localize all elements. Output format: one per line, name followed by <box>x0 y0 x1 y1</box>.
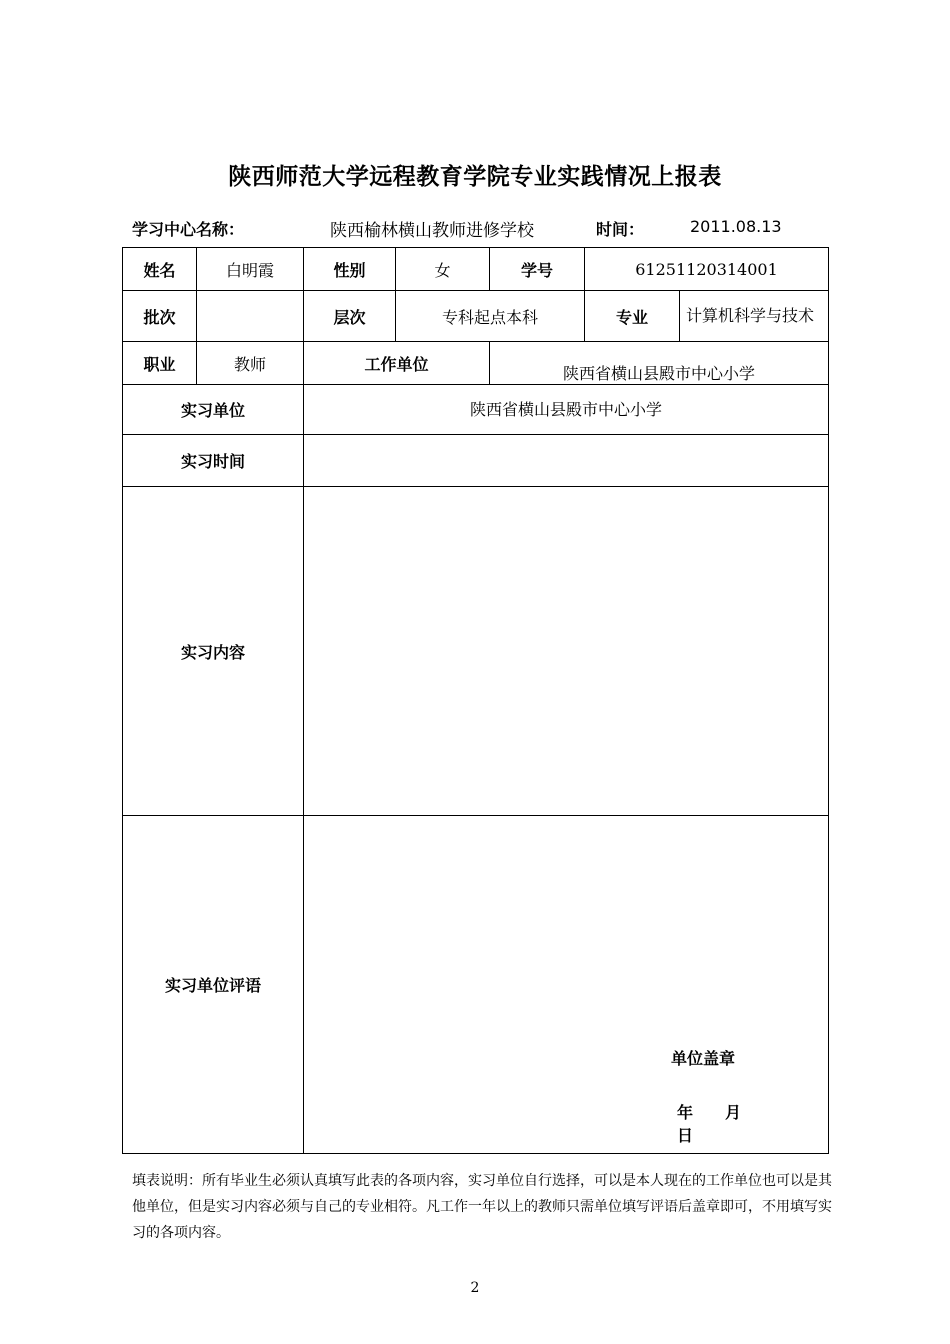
time-value: 2011.08.13 <box>690 217 782 236</box>
job-value: 教师 <box>197 342 304 385</box>
stamp-label: 单位盖章 <box>671 1049 736 1068</box>
name-label: 姓名 <box>123 248 197 291</box>
batch-label: 批次 <box>123 291 197 342</box>
name-value: 白明霞 <box>197 248 304 291</box>
intern-unit-label: 实习单位 <box>123 385 304 435</box>
report-form-table <box>122 247 829 1154</box>
center-value: 陕西榆林横山教师进修学校 <box>330 221 534 241</box>
date-row <box>677 1100 807 1146</box>
comment-label: 实习单位评语 <box>123 816 304 1154</box>
time-label: 时间： <box>596 220 645 239</box>
center-label: 学习中心名称： <box>132 220 245 239</box>
batch-value <box>197 291 304 342</box>
intern-content-label: 实习内容 <box>123 487 304 816</box>
month-label: 月 <box>725 1103 742 1122</box>
major-label: 专业 <box>585 291 680 342</box>
gender-value: 女 <box>396 248 490 291</box>
student-id-value: 61251120314001 <box>585 248 829 291</box>
intern-content-value <box>304 487 829 816</box>
day-label: 日 <box>677 1126 694 1145</box>
intern-time-value <box>304 435 829 487</box>
comment-cell <box>304 816 829 1154</box>
fill-instructions: 填表说明：所有毕业生必须认真填写此表的各项内容，实习单位自行选择，可以是本人现在的工作单位也可以是其他单位，但是实习内容必须与自己的专业相符。凡工作一年以上的教师只需单位填写评语后盖章即可，不用填写实习的各项内容。 <box>132 1173 832 1241</box>
work-unit-value: 陕西省横山县殿市中心小学 <box>490 342 829 385</box>
major-value: 计算机科学与技术 <box>680 291 829 342</box>
intern-unit-value: 陕西省横山县殿市中心小学 <box>304 385 829 435</box>
work-unit-label: 工作单位 <box>304 342 490 385</box>
page-number: 2 <box>470 1280 480 1296</box>
student-id-label: 学号 <box>490 248 585 291</box>
intern-time-label: 实习时间 <box>123 435 304 487</box>
job-label: 职业 <box>123 342 197 385</box>
level-value: 专科起点本科 <box>396 291 585 342</box>
level-label: 层次 <box>304 291 396 342</box>
gender-label: 性别 <box>304 248 396 291</box>
year-label: 年 <box>677 1103 694 1122</box>
page-title: 陕西师范大学远程教育学院专业实践情况上报表 <box>228 164 722 190</box>
